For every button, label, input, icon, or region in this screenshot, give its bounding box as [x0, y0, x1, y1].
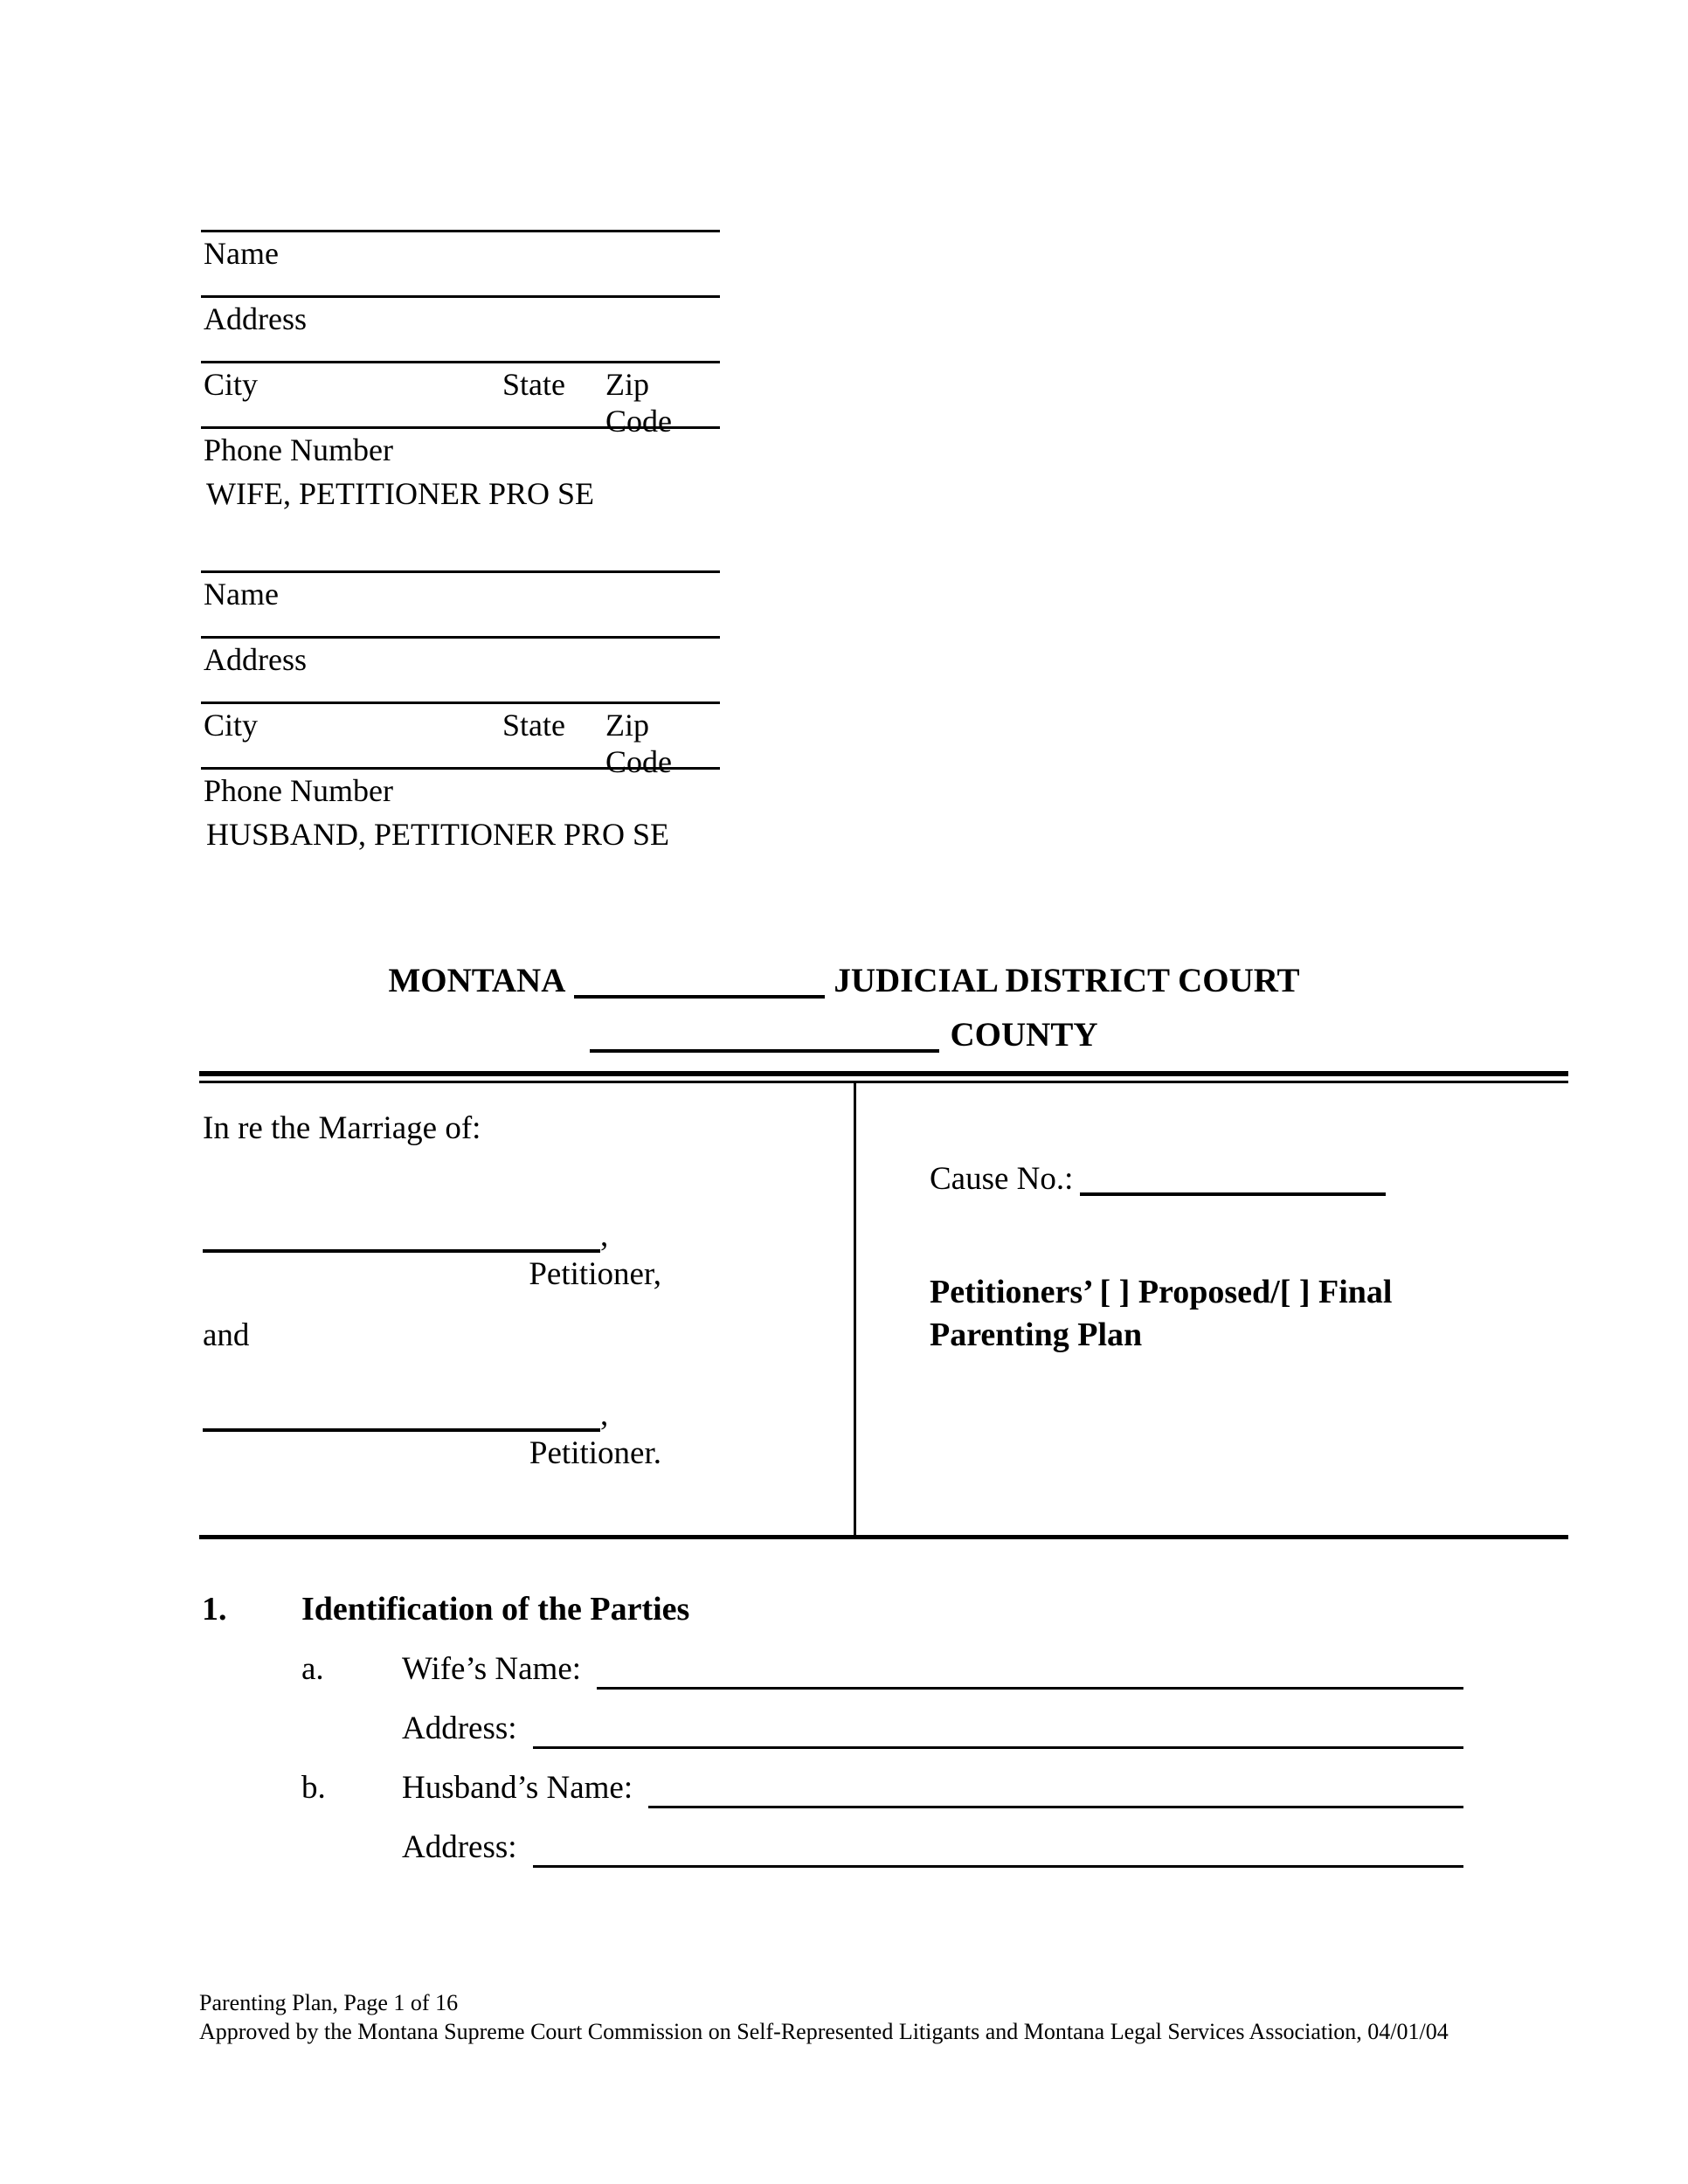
husband-address-row	[301, 1828, 1463, 1868]
court-heading-line2	[0, 1008, 1688, 1062]
wife-address-input-blank[interactable]	[533, 1709, 1463, 1749]
county-blank[interactable]	[590, 1023, 939, 1053]
page-footer	[199, 1988, 1449, 2046]
phone-number-label: Phone Number	[204, 773, 393, 808]
petitioner1-name-row	[203, 1217, 854, 1254]
wife-phone-line[interactable]	[201, 426, 720, 512]
and-label: and	[203, 1317, 250, 1353]
zip-code-label: Zip Code	[605, 367, 672, 439]
section1-heading	[202, 1588, 1463, 1630]
cause-no-row	[930, 1160, 1568, 1198]
wife-party-designation: WIFE, PETITIONER PRO SE	[206, 476, 594, 511]
judicial-district-blank[interactable]	[574, 969, 825, 999]
husband-address-input-blank[interactable]	[533, 1828, 1463, 1868]
case-caption	[199, 1071, 1568, 1539]
proposed-checkbox[interactable]: [ ]	[1099, 1274, 1131, 1310]
name-label: Name	[204, 236, 279, 271]
husband-city-state-zip-line[interactable]	[201, 702, 720, 779]
cause-no-blank[interactable]	[1080, 1163, 1386, 1196]
caption-right-cell	[856, 1083, 1568, 1535]
petitioner2-name-row	[203, 1396, 854, 1434]
document-title	[930, 1271, 1408, 1357]
caption-body	[199, 1083, 1568, 1539]
court-heading	[0, 954, 1688, 1062]
county-label: COUNTY	[950, 1016, 1098, 1054]
husband-name-input-blank[interactable]	[648, 1768, 1463, 1808]
judicial-district-court-label: JUDICIAL DISTRICT COURT	[834, 962, 1300, 999]
item-letter: a.	[301, 1651, 324, 1687]
wife-name-input-blank[interactable]	[597, 1649, 1463, 1690]
in-re-marriage-label: In re the Marriage of:	[203, 1110, 481, 1146]
petitioner1-name-blank[interactable]	[203, 1220, 600, 1253]
wife-address-label: Address:	[402, 1711, 517, 1746]
husband-phone-line[interactable]	[201, 767, 720, 853]
comma: ,	[600, 1397, 609, 1433]
caption-double-rule	[199, 1071, 1568, 1083]
husband-party-designation: HUSBAND, PETITIONER PRO SE	[206, 817, 670, 852]
wife-address-row	[301, 1709, 1463, 1749]
footer-page-number: Parenting Plan, Page 1 of 16	[199, 1990, 459, 2015]
court-heading-line1	[0, 954, 1688, 1008]
husband-name-label: Husband’s Name:	[402, 1770, 633, 1806]
petitioner1-label: Petitioner,	[529, 1256, 661, 1292]
section-identification	[202, 1588, 1463, 1868]
husband-address-line[interactable]	[201, 636, 720, 702]
phone-number-label: Phone Number	[204, 432, 393, 467]
husband-name-row	[301, 1768, 1463, 1808]
city-label: City	[204, 708, 259, 743]
husband-name-line[interactable]	[201, 570, 720, 636]
petitioner2-label: Petitioner.	[529, 1435, 661, 1471]
wife-name-line[interactable]	[201, 230, 720, 295]
item-letter: b.	[301, 1770, 326, 1806]
caption-left-cell	[199, 1083, 854, 1535]
state-label: State	[502, 367, 565, 402]
wife-address-line[interactable]	[201, 295, 720, 361]
name-label: Name	[204, 577, 279, 612]
zip-code-label: Zip Code	[605, 708, 672, 779]
title-proposed: Proposed/	[1138, 1274, 1280, 1310]
address-label: Address	[204, 301, 307, 336]
footer-approval-note: Approved by the Montana Supreme Court Commission on Self-Represented Litigants and Montana Legal Services Association, 04/01/04	[199, 2019, 1449, 2044]
address-label: Address	[204, 642, 307, 677]
title-prefix: Petitioners’	[930, 1274, 1091, 1310]
city-label: City	[204, 367, 259, 402]
wife-city-state-zip-line[interactable]	[201, 361, 720, 439]
petitioner2-name-blank[interactable]	[203, 1399, 600, 1432]
cause-no-label: Cause No.:	[930, 1161, 1074, 1197]
wife-contact-block	[201, 230, 720, 512]
wife-name-label: Wife’s Name:	[402, 1651, 582, 1687]
final-checkbox[interactable]: [ ]	[1279, 1274, 1311, 1310]
montana-label: MONTANA	[388, 962, 566, 999]
section1-number: 1.	[202, 1591, 227, 1628]
husband-contact-block	[201, 570, 720, 853]
state-label: State	[502, 708, 565, 743]
title-final: Final Parenting Plan	[930, 1274, 1393, 1353]
section1-title: Identification of the Parties	[301, 1591, 690, 1628]
wife-name-row	[301, 1649, 1463, 1690]
comma: ,	[600, 1218, 609, 1254]
husband-address-label: Address:	[402, 1829, 517, 1865]
